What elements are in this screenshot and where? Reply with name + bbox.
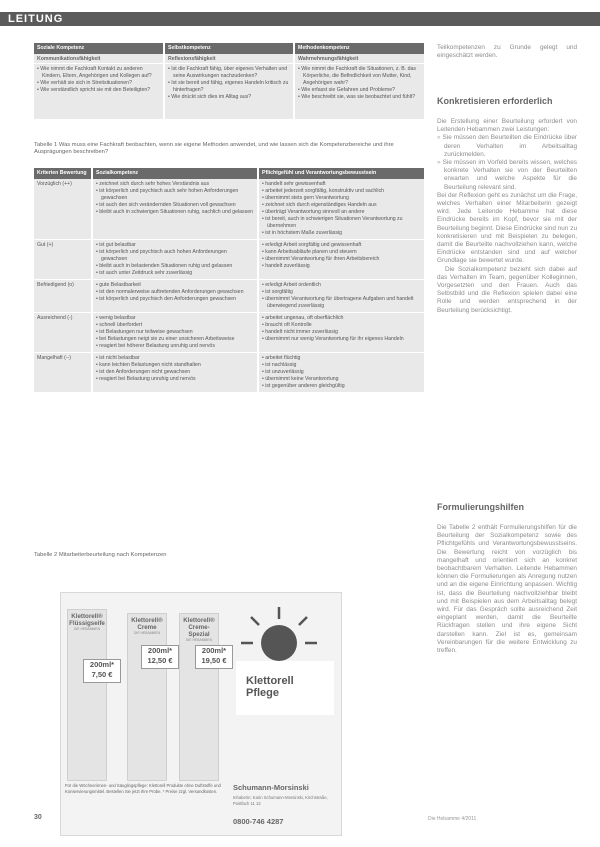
paragraph: Die Tabelle 2 enthält Formulierungshilfen für die Beurteilung der Sozialkompetenz sowie des Pflichtgefühls und Verantwortungsbewusstseins. Die Bewertung reicht von vorzüglich bis mangelhaft und orientiert sich an konkret beobachtbarem Verhalten. Leitende Hebammen können die Formulierungen als Anregung nutzen und an die eigene Einrichtung anpassen. Wichtig ist, dass die Beurteilung nachvollziehbar bleibt und mit Beispielen aus dem Arbeitsalltag belegt wird. Für das Gespräch sollte ausreichend Zeit eingeplant werden, damit die Beurteilte Rückfragen stellen und ihre eigene Sicht darstellen kann. Ziel ist es, gemeinsam Vereinbarungen für die weitere Entwicklung zu treffen. (437, 524, 577, 655)
right-column (437, 44, 577, 60)
heading-konkretisieren: Konkretisieren erforderlich (437, 96, 553, 106)
table1-caption: Tabelle 1 Was muss eine Fachkraft beobachten, wenn sie eigene Methoden anwendet, und wie lassen sich die Kompetenzbereiche und ihre Ausprägungen beschreiben? (34, 142, 394, 155)
price-tag: 200ml* 12,50 € (141, 645, 179, 669)
product-creme (127, 613, 167, 781)
company-name: Schumann-Morsinski (233, 783, 309, 792)
product-sub: DIE HEBAMMEN (133, 631, 161, 635)
list-item: • ist körperlich und psychisch den Anforderungen gewachsen (96, 296, 254, 303)
intro-text: Teilkompetenzen zu Grunde gelegt und eingeschätzt werden. (437, 44, 577, 60)
list-item: • bei Belastungen neigt sie zu einer unsicheren Arbeitsweise (96, 336, 254, 343)
list-item: • übernimmt keine Verantwortung (262, 376, 421, 383)
list-item: • braucht oft Kontrolle (262, 322, 421, 329)
body-text-2 (437, 524, 577, 809)
list-item: • Wie beschreibt sie, was sie beobachtet und fühlt? (298, 94, 421, 101)
list-item: • bleibt auch in belastenden Situationen ruhig und gelassen (96, 263, 254, 270)
list-item: » Sie müssen den Beurteilten die Eindrücke über deren Verhalten im Arbeitsalltag zurückmelden. (437, 134, 577, 159)
list-item: • zeichnet sich durch sehr hohes Verständnis aus (96, 181, 254, 188)
list-item: • ist unzuverlässig (262, 369, 421, 376)
list-item: • ist körperlich und psychisch auch sehr hohen Anforderungen gewachsen (96, 188, 254, 202)
price-tag: 200ml* 19,50 € (195, 645, 233, 669)
list-item: • Wie verständlich spricht sie mit den Beteiligten? (37, 87, 160, 94)
table1-subhead: Kommunikationsfähigkeit (34, 54, 164, 64)
rating-cell: Gut (+) (34, 240, 92, 280)
product-name: Klettorell® Creme-Spezial (183, 617, 215, 638)
list-item: • ist nicht belastbar (96, 355, 254, 362)
list-item: • handelt sehr gewissenhaft (262, 181, 421, 188)
list-item: • ist auch unter Zeitdruck sehr zuverlässig (96, 270, 254, 277)
list-item: • ist gut belastbar (96, 242, 254, 249)
table2-cell (258, 280, 424, 313)
list-item: • übernimmt stets gern Verantwortung (262, 195, 421, 202)
list-item: • erledigt Arbeit sorgfältig und gewissenhaft (262, 242, 421, 249)
list-item: • reagiert bei Belastung unruhig und nervös (96, 376, 254, 383)
advertisement[interactable] (60, 592, 342, 836)
table2-cell (258, 179, 424, 240)
list-item: • Wie nimmt die Fachkraft Kontakt zu anderen Kindern, Eltern, Angehörigen und Kollegen auf? (37, 66, 160, 80)
list-item: • ist bereit, auch in schwierigen Situationen Verantwortung zu übernehmen (262, 216, 421, 230)
page-number: 30 (34, 814, 42, 821)
section-title: LEITUNG (8, 13, 64, 25)
paragraph: Bei der Reflexion geht es zunächst um die Frage, welches Verhalten einer Mitarbeiterin gezeigt wird. Jede Leitende Hebamme hat diese Eindrücke bereits im Kopf, bevor sie mit der Beurteilung beginnt. Diese Eindrücke sind nun zu konkretisieren und mit Beispielen zu belegen, damit die Beurteilte nachvollziehen kann, welche Eindrücke entstanden sind und auf welcher Grundlage sie bewertet wurde. (437, 191, 577, 265)
table-competences (34, 43, 424, 120)
list-item: • handelt nicht immer zuverlässig (262, 329, 421, 336)
ad-disclaimer: Für die Wöchnerinnen- und Säuglingspflege: Klettorell Produkte ohne Duftstoffe und Konservierungsmittel. Bestellen Sie jetzt Ihre Probe. * Preise zzgl. Versandkosten. (65, 783, 221, 794)
table2-header: Kriterien Bewertung (34, 168, 92, 179)
paragraph: Die Sozialkompetenz bezieht sich dabei auf das Verhalten im Team, gegenüber Kolleginnen, Vorgesetzten und den Frauen. Auch das Selbstbild und die Reflexion spielen dabei eine Rolle und werden entsprechend in der Beurteilung berücksichtigt. (437, 265, 577, 314)
body-text-1 (437, 118, 577, 483)
table2-cell (258, 240, 424, 280)
header-bar (0, 12, 600, 26)
table-row (34, 179, 424, 240)
list-item: • Wie erfasst sie Gefahren und Probleme? (298, 87, 421, 94)
table-assessment (34, 168, 424, 393)
product-creme-spezial (179, 613, 219, 781)
list-item: • erledigt Arbeit ordentlich (262, 282, 421, 289)
table1-header: Selbstkompetenz (164, 43, 294, 54)
table-row (34, 280, 424, 313)
table2-caption: Tabelle 2 Mitarbeiterbeurteilung nach Kompetenzen (34, 552, 167, 558)
heading-formulierungshilfen: Formulierungshilfen (437, 502, 525, 512)
magazine-footer: Die Hebamme 4/2011 (428, 816, 477, 822)
table-row (34, 353, 424, 393)
table2-cell (258, 313, 424, 353)
list-item: • arbeitet flüchtig (262, 355, 421, 362)
table2-cell (92, 353, 258, 393)
rating-cell: Befriedigend (o) (34, 280, 92, 313)
rating-cell: Ausreichend (-) (34, 313, 92, 353)
list-item: • überträgt Verantwortung sinnvoll an andere (262, 209, 421, 216)
price-tag: 200ml* 7,50 € (83, 659, 121, 683)
list-item: • übernimmt Verantwortung für übertragene Aufgaben und handelt überwiegend zuverlässig (262, 296, 421, 310)
table-row (34, 240, 424, 280)
table2-header: Sozialkompetenz (92, 168, 258, 179)
list-item: • kann leichten Belastungen nicht standhalten (96, 362, 254, 369)
list-item: • wenig belastbar (96, 315, 254, 322)
list-item: • arbeitet jederzeit sorgfältig, konstruktiv und sachlich (262, 188, 421, 195)
list-item: • reagiert bei höherer Belastung unruhig und nervös (96, 343, 254, 350)
table2-cell (258, 353, 424, 393)
list-item: • arbeitet ungenau, oft oberflächlich (262, 315, 421, 322)
list-item: • handelt zuverlässig (262, 263, 421, 270)
list-item: • Ist die Fachkraft fähig, über eigenes Verhalten und seine Auswirkungen nachzudenken? (168, 66, 290, 80)
rating-cell: Vorzüglich (++) (34, 179, 92, 240)
list-item: • Ist sie bereit und fähig, eigenes Handeln kritisch zu hinterfragen? (168, 80, 290, 94)
list-item: • ist Belastungen nur teilweise gewachsen (96, 329, 254, 336)
product-name: Klettorell® Flüssigseife (69, 613, 105, 627)
list-item: • Wie nimmt die Fachkraft die Situationen, z. B. das Körperliche, die Befindlichkeit von Mutter, Kind, Angehörigen wahr? (298, 66, 421, 87)
rating-cell: Mangelhaft (--) (34, 353, 92, 393)
list-item: • bleibt auch in schwierigen Situationen ruhig, sachlich und gelassen (96, 209, 254, 216)
product-sub: DIE HEBAMMEN (73, 627, 101, 631)
list-item: • ist auch den sich verändernden Situationen voll gewachsen (96, 202, 254, 209)
list-item: • ist in höchstem Maße zuverlässig (262, 230, 421, 237)
product-name: Klettorell® Creme (131, 617, 163, 631)
table1-subhead: Reflexionsfähigkeit (164, 54, 294, 64)
table1-header: Methodenkompetenz (294, 43, 424, 54)
list-item: • ist nachlässig (262, 362, 421, 369)
paragraph: Die Erstellung einer Beurteilung erfordert von Leitenden Hebammen zwei Leistungen: (437, 118, 577, 134)
table1-cell (34, 64, 164, 120)
list-item: • ist sorgfältig (262, 289, 421, 296)
table1-subhead: Wahrnehmungsfähigkeit (294, 54, 424, 64)
table2-cell (92, 240, 258, 280)
list-item: • übernimmt Verantwortung für ihren Arbeitsbereich (262, 256, 421, 263)
list-item: • Wie verhält sie sich in Streitsituationen? (37, 80, 160, 87)
table2-cell (92, 313, 258, 353)
company-address: Inhaberin: Karin Schumann-Morsinski, Kirchstraße, Postfach 11 13 (233, 795, 328, 806)
table2-cell (92, 179, 258, 240)
table1-header: Soziale Kompetenz (34, 43, 164, 54)
list-item: • übernimmt nur wenig Verantwortung für ihr eigenes Handeln (262, 336, 421, 343)
list-item: • zeichnet sich durch eigenständiges Handeln aus (262, 202, 421, 209)
phone-number: 0800-746 4287 (233, 817, 284, 826)
table1-cell (294, 64, 424, 120)
table2-header: Pflichtgefühl und Verantwortungsbewusstsein (258, 168, 424, 179)
list-item: • kann Arbeitsabläufe planen und steuern (262, 249, 421, 256)
list-item: • Wie drückt sich dies im Alltag aus? (168, 94, 290, 101)
list-item: • ist den Anforderungen nicht gewachsen (96, 369, 254, 376)
list-item: • gute Belastbarkeit (96, 282, 254, 289)
list-item: • schnell überfordert (96, 322, 254, 329)
brand-logo (236, 661, 334, 715)
table-row (34, 313, 424, 353)
list-item: » Sie müssen im Vorfeld bereits wissen, welches konkrete Verhalten sie von der Beurteilten erwarten und welche Aspekte für die Beurteilung relevant sind. (437, 159, 577, 192)
list-item: • ist körperlich und psychisch auch hohen Anforderungen gewachsen (96, 249, 254, 263)
product-fluessigseife (67, 609, 107, 781)
product-sub: DIE HEBAMMEN (185, 638, 213, 642)
list-item: • ist den normalerweise auftretenden Anforderungen gewachsen (96, 289, 254, 296)
table1-cell (164, 64, 294, 120)
brand-name: Klettorell Pflege (246, 675, 294, 699)
list-item: • ist gegenüber anderen gleichgültig (262, 383, 421, 390)
table2-cell (92, 280, 258, 313)
